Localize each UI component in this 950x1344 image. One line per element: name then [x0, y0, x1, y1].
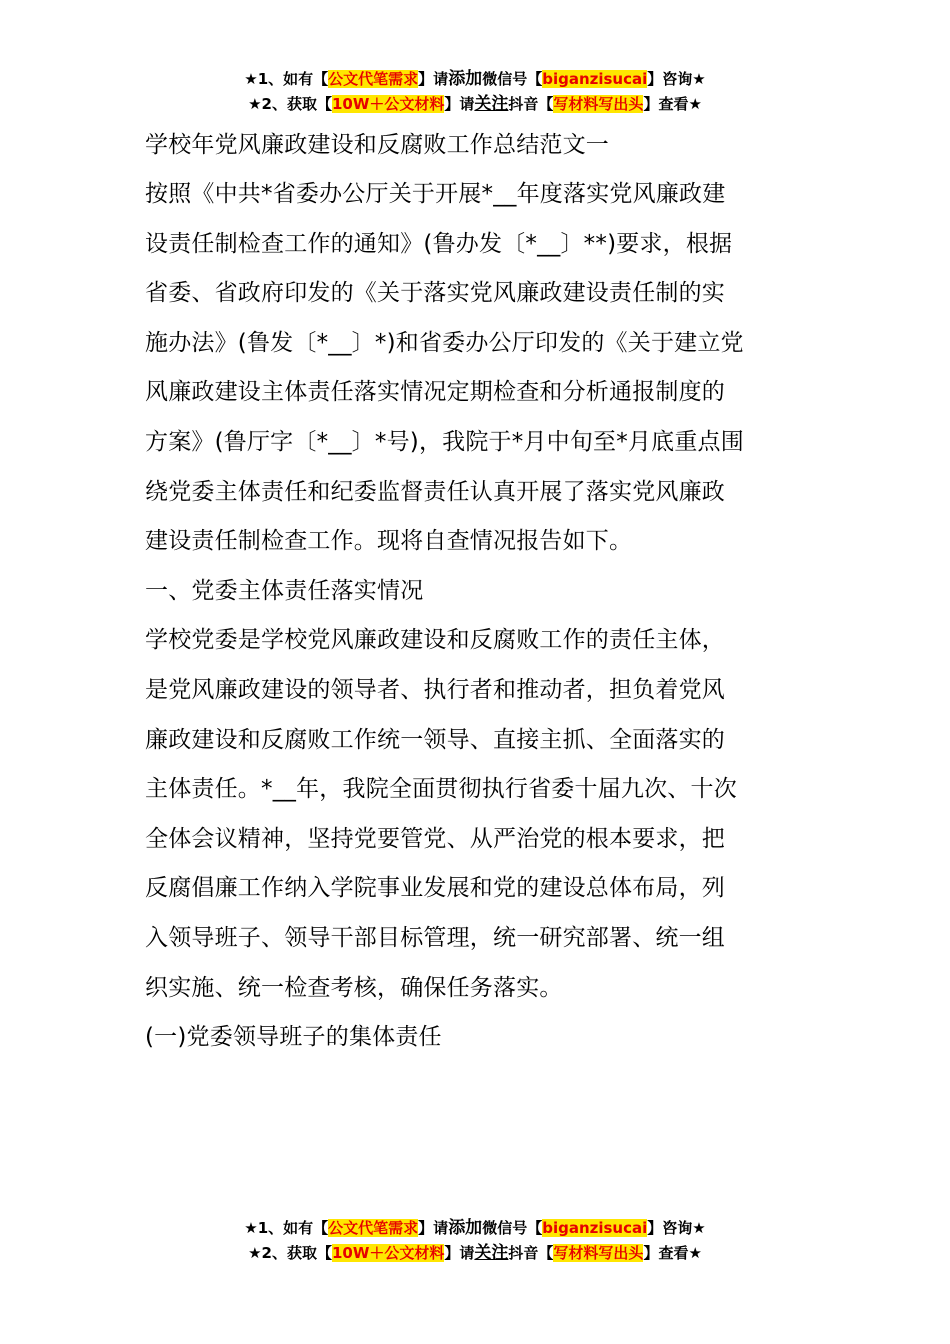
banner-emphasis: 关注: [474, 1243, 509, 1263]
text-line: 学校党委是学校党风廉政建设和反腐败工作的责任主体，: [145, 627, 725, 654]
paragraph-1: [145, 170, 815, 567]
banner-line-2: [0, 92, 950, 117]
text-line: 织实施、统一检查考核，确保任务落实。: [145, 974, 563, 1001]
star-icon: ★: [692, 70, 706, 88]
text-line: 廉政建设和反腐败工作统一领导、直接主抓、全面落实的: [145, 726, 725, 753]
star-icon: ★: [248, 1244, 262, 1262]
banner-line-1: [0, 1216, 950, 1241]
highlight-wechat-id: biganzisucai: [542, 70, 648, 88]
highlight-service: 公文代笔需求: [328, 1219, 419, 1237]
star-icon: ★: [244, 70, 258, 88]
banner-line-1: [0, 67, 950, 92]
banner-text: 微信号【: [482, 70, 543, 88]
banner-text: 】查看: [643, 1244, 689, 1262]
banner-text: 】咨询: [647, 70, 693, 88]
header-banner: [0, 67, 950, 117]
banner-text: 抖音【: [508, 1244, 554, 1262]
text-line: 建设责任制检查工作。现将自查情况报告如下。: [145, 528, 633, 555]
banner-line-2: [0, 1241, 950, 1266]
text-line: 绕党委主体责任和纪委监督责任认真开展了落实党风廉政: [145, 478, 725, 505]
star-icon: ★: [244, 1219, 258, 1237]
subsection-heading: (一)党委领导班子的集体责任: [145, 1024, 442, 1051]
banner-emphasis: 添加: [448, 1218, 483, 1238]
banner-text: 】咨询: [647, 1219, 693, 1237]
banner-text: 抖音【: [508, 95, 554, 113]
highlight-materials: 10W＋公文材料: [331, 95, 445, 113]
banner-text: 】请: [418, 1219, 449, 1237]
text-line: 入领导班子、领导干部目标管理，统一研究部署、统一组: [145, 924, 725, 951]
text-line: 全体会议精神，坚持党要管党、从严治党的根本要求，把: [145, 825, 725, 852]
banner-text: 2、获取【: [261, 95, 332, 113]
paragraph-2: [145, 616, 815, 1013]
banner-text: 1、如有【: [257, 1219, 329, 1237]
text-line: 反腐倡廉工作纳入学院事业发展和党的建设总体布局，列: [145, 875, 725, 902]
text-line: 省委、省政府印发的《关于落实党风廉政建设责任制的实: [145, 280, 725, 307]
text-line: 主体责任。*__年，我院全面贯彻执行省委十届九次、十次: [145, 776, 737, 803]
document-title: 学校年党风廉政建设和反腐败工作总结范文一: [145, 132, 609, 158]
text-line: 是党风廉政建设的领导者、执行者和推动者，担负着党风: [145, 676, 725, 703]
highlight-douyin-id: 写材料写出头: [553, 95, 644, 113]
footer-banner: [0, 1216, 950, 1266]
text-line: 方案》(鲁厅字〔*__〕*号)，我院于*月中旬至*月底重点围: [145, 428, 744, 455]
text-line: 施办法》(鲁发〔*__〕*)和省委办公厅印发的《关于建立党: [145, 329, 744, 356]
star-icon: ★: [692, 1219, 706, 1237]
text-line: 设责任制检查工作的通知》(鲁办发〔*__〕**)要求，根据: [145, 230, 733, 257]
star-icon: ★: [688, 95, 702, 113]
section-heading: 一、党委主体责任落实情况: [145, 577, 424, 604]
highlight-wechat-id: biganzisucai: [542, 1219, 648, 1237]
banner-text: 】查看: [643, 95, 689, 113]
highlight-service: 公文代笔需求: [328, 70, 419, 88]
banner-text: 】请: [418, 70, 449, 88]
highlight-materials: 10W＋公文材料: [331, 1244, 445, 1262]
banner-emphasis: 关注: [474, 94, 509, 114]
document-body: [145, 120, 815, 1063]
highlight-douyin-id: 写材料写出头: [553, 1244, 644, 1262]
banner-text: 】请: [444, 95, 475, 113]
banner-emphasis: 添加: [448, 69, 483, 89]
text-line: 风廉政建设主体责任落实情况定期检查和分析通报制度的: [145, 379, 725, 406]
text-line: 按照《中共*省委办公厅关于开展*__年度落实党风廉政建: [145, 181, 726, 207]
star-icon: ★: [248, 95, 262, 113]
banner-text: 2、获取【: [261, 1244, 332, 1262]
star-icon: ★: [688, 1244, 702, 1262]
banner-text: 】请: [444, 1244, 475, 1262]
banner-text: 1、如有【: [257, 70, 329, 88]
banner-text: 微信号【: [482, 1219, 543, 1237]
